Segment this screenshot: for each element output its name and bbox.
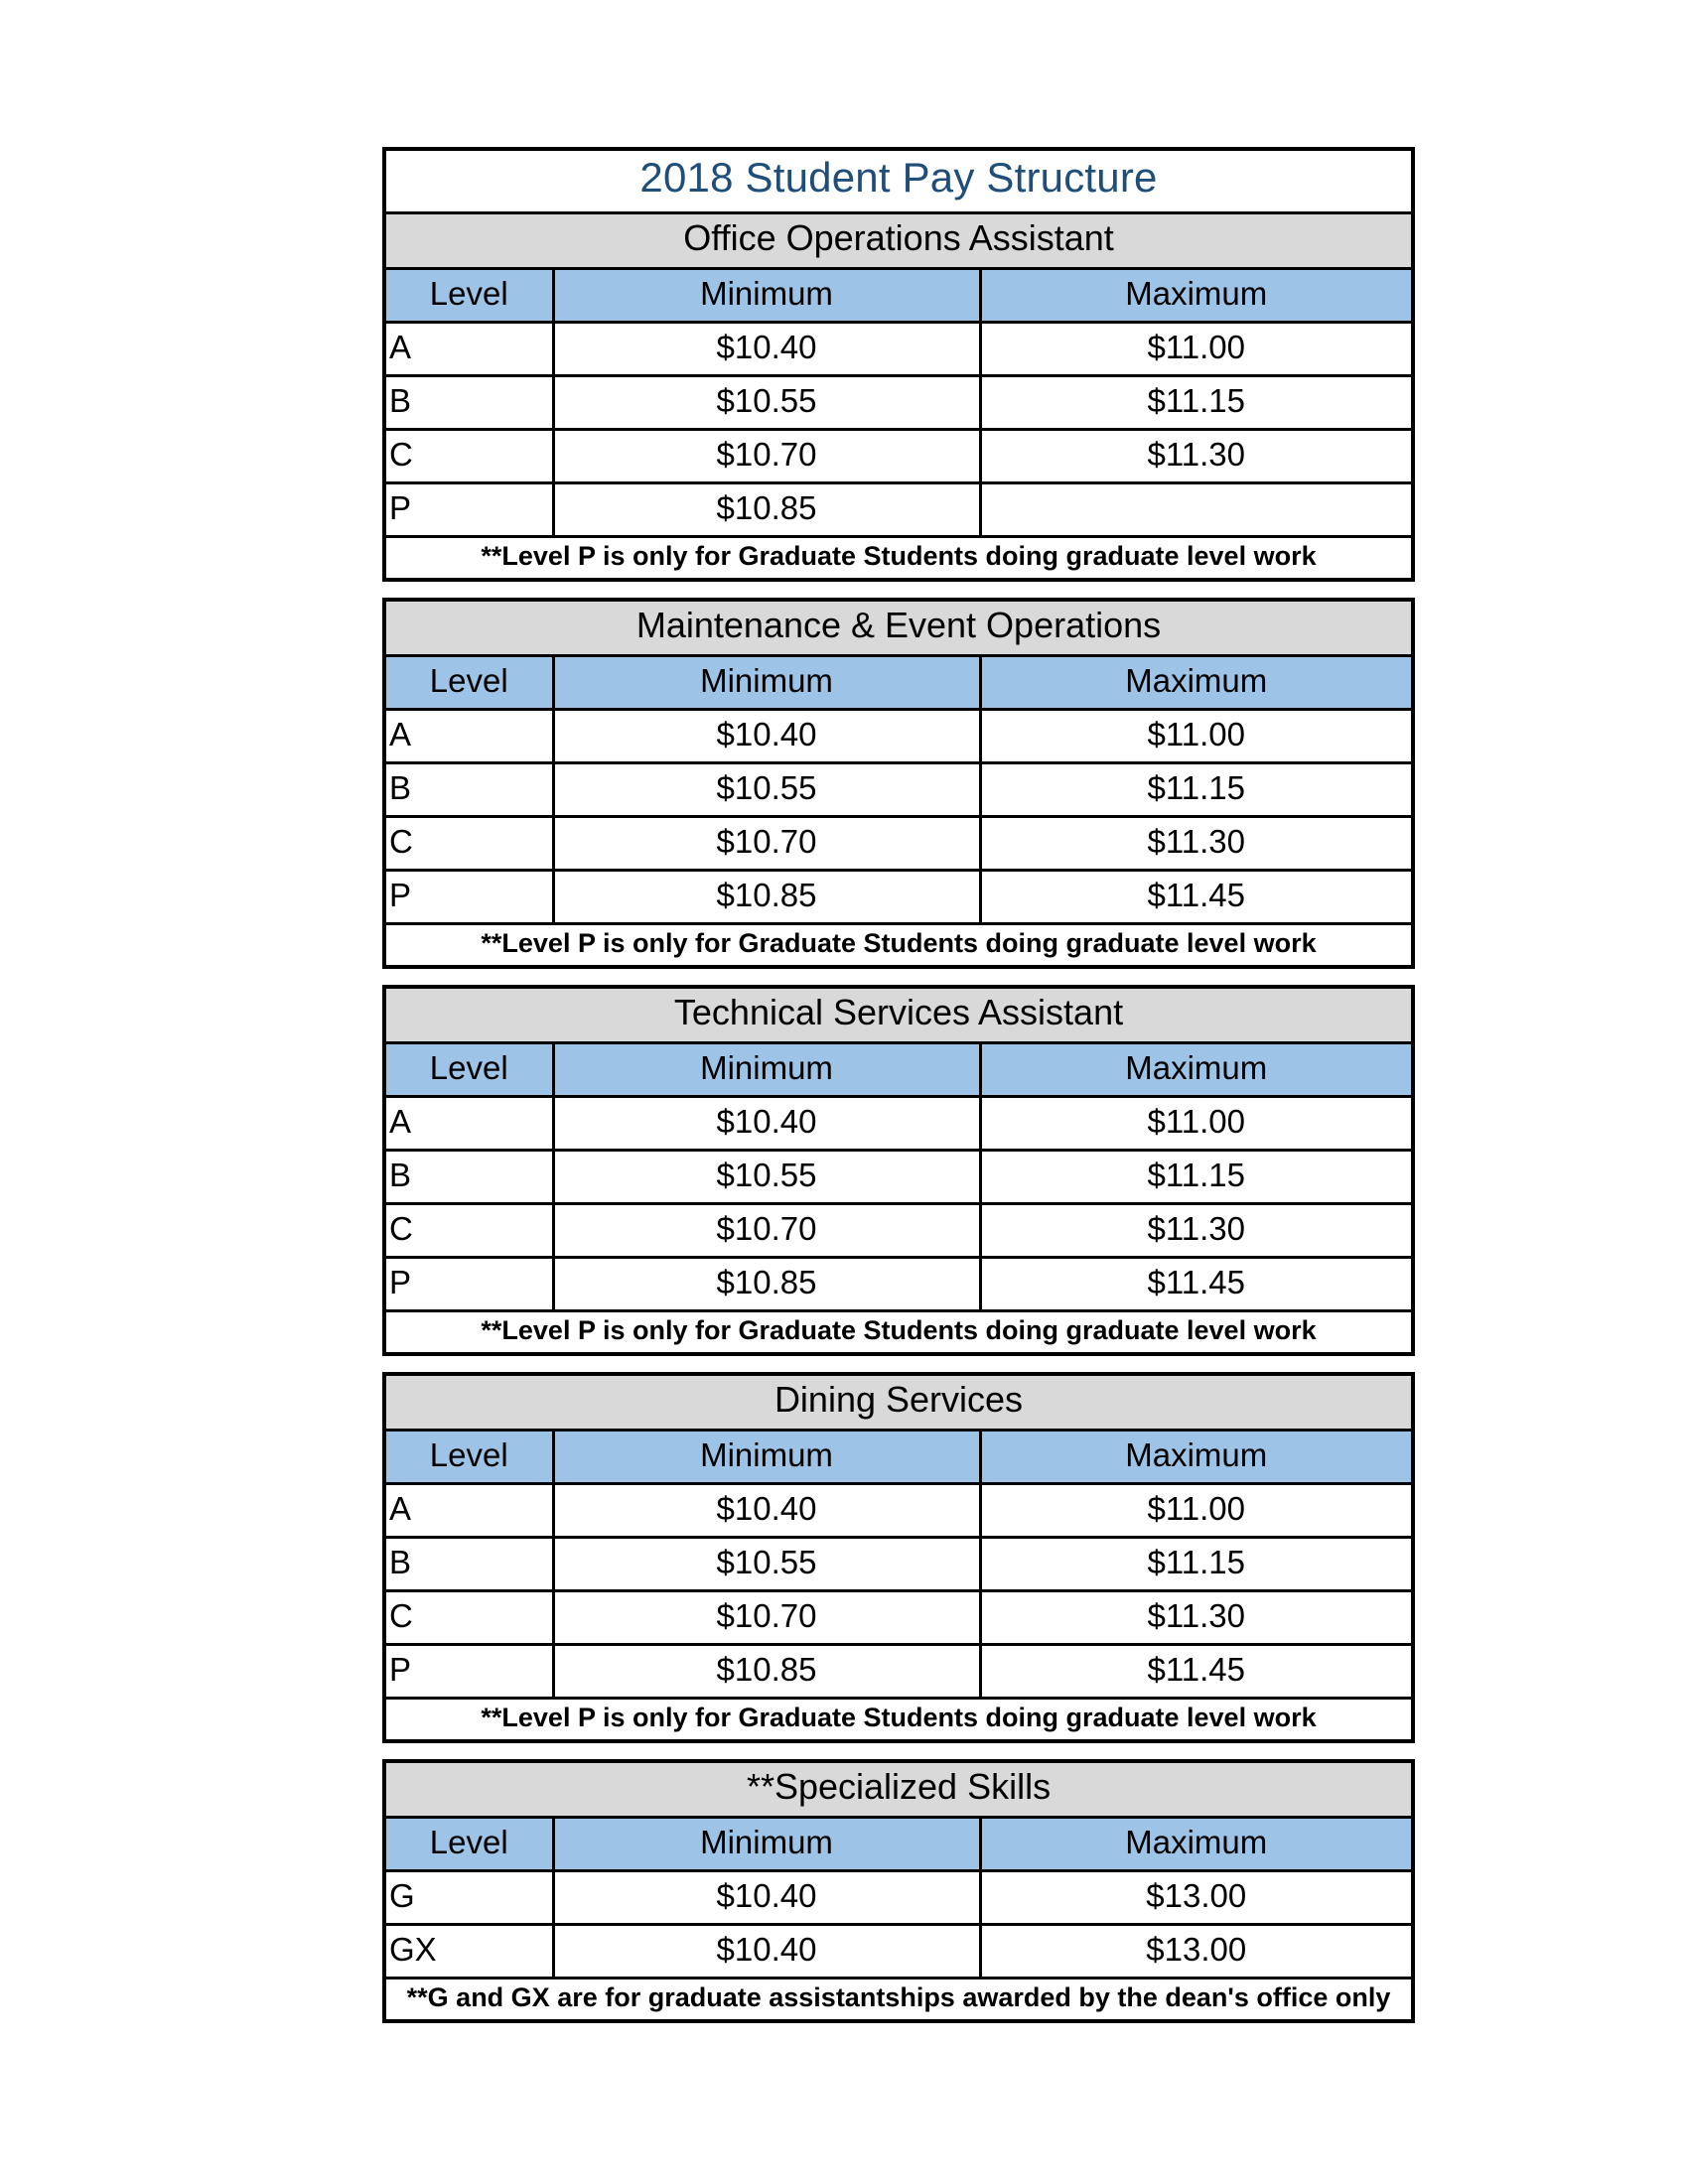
- cell-maximum: $11.15: [980, 1537, 1413, 1590]
- column-header-level: Level: [384, 1817, 553, 1870]
- cell-maximum: $11.15: [980, 762, 1413, 816]
- column-header-minimum: Minimum: [553, 1042, 980, 1096]
- cell-maximum: $11.15: [980, 1150, 1413, 1203]
- cell-minimum: $10.55: [553, 1150, 980, 1203]
- cell-level: A: [384, 1483, 553, 1537]
- section-header-row: [384, 212, 1413, 268]
- column-header-level: Level: [384, 1042, 553, 1096]
- column-header-minimum: Minimum: [553, 1817, 980, 1870]
- cell-level: A: [384, 1096, 553, 1150]
- section-footnote: **Level P is only for Graduate Students doing graduate level work: [384, 1698, 1413, 1741]
- cell-maximum: $11.00: [980, 1483, 1413, 1537]
- pay-table-office-operations-assistant: [382, 147, 1415, 582]
- cell-maximum: $11.30: [980, 1203, 1413, 1257]
- column-header-maximum: Maximum: [980, 268, 1413, 322]
- column-header-level: Level: [384, 1430, 553, 1483]
- cell-minimum: $10.85: [553, 1644, 980, 1698]
- pay-structure-document: [382, 147, 1415, 2023]
- table-row: [384, 1483, 1413, 1537]
- cell-level: B: [384, 762, 553, 816]
- table-row: [384, 375, 1413, 429]
- table-row: [384, 482, 1413, 536]
- column-header-row: [384, 1817, 1413, 1870]
- column-header-minimum: Minimum: [553, 1430, 980, 1483]
- cell-level: B: [384, 1537, 553, 1590]
- cell-level: C: [384, 429, 553, 482]
- table-row: [384, 1924, 1413, 1978]
- cell-maximum: [980, 482, 1413, 536]
- column-header-maximum: Maximum: [980, 1042, 1413, 1096]
- cell-maximum: $13.00: [980, 1870, 1413, 1924]
- table-row: [384, 1096, 1413, 1150]
- table-row: [384, 1537, 1413, 1590]
- cell-minimum: $10.40: [553, 1924, 980, 1978]
- cell-level: C: [384, 1590, 553, 1644]
- cell-level: B: [384, 1150, 553, 1203]
- cell-maximum: $11.00: [980, 709, 1413, 762]
- cell-minimum: $10.40: [553, 322, 980, 375]
- cell-maximum: $11.15: [980, 375, 1413, 429]
- cell-maximum: $11.45: [980, 1257, 1413, 1310]
- footnote-row: [384, 1310, 1413, 1354]
- footnote-row: [384, 923, 1413, 967]
- table-row: [384, 1150, 1413, 1203]
- section-header-row: [384, 987, 1413, 1042]
- column-header-maximum: Maximum: [980, 1430, 1413, 1483]
- table-row: [384, 870, 1413, 923]
- cell-maximum: $11.30: [980, 429, 1413, 482]
- cell-level: G: [384, 1870, 553, 1924]
- table-row: [384, 762, 1413, 816]
- cell-maximum: $13.00: [980, 1924, 1413, 1978]
- section-header-row: [384, 1761, 1413, 1817]
- document-title-row: [384, 149, 1413, 212]
- cell-minimum: $10.85: [553, 482, 980, 536]
- cell-level: A: [384, 322, 553, 375]
- section-title: **Specialized Skills: [384, 1761, 1413, 1817]
- cell-maximum: $11.45: [980, 870, 1413, 923]
- footnote-row: [384, 1978, 1413, 2021]
- cell-maximum: $11.30: [980, 816, 1413, 870]
- section-title: Office Operations Assistant: [384, 212, 1413, 268]
- pay-table-dining-services: [382, 1372, 1415, 1743]
- table-row: [384, 1257, 1413, 1310]
- section-title: Technical Services Assistant: [384, 987, 1413, 1042]
- cell-minimum: $10.70: [553, 1203, 980, 1257]
- cell-minimum: $10.55: [553, 1537, 980, 1590]
- table-row: [384, 1590, 1413, 1644]
- cell-level: C: [384, 816, 553, 870]
- section-footnote: **Level P is only for Graduate Students doing graduate level work: [384, 536, 1413, 580]
- column-header-row: [384, 1430, 1413, 1483]
- cell-level: P: [384, 1644, 553, 1698]
- pay-table-technical-services-assistant: [382, 985, 1415, 1356]
- section-footnote: **Level P is only for Graduate Students doing graduate level work: [384, 923, 1413, 967]
- pay-table-specialized-skills: [382, 1759, 1415, 2023]
- table-row: [384, 816, 1413, 870]
- column-header-minimum: Minimum: [553, 655, 980, 709]
- page-title: 2018 Student Pay Structure: [384, 149, 1413, 212]
- cell-maximum: $11.00: [980, 1096, 1413, 1150]
- cell-minimum: $10.40: [553, 1870, 980, 1924]
- cell-maximum: $11.00: [980, 322, 1413, 375]
- cell-level: GX: [384, 1924, 553, 1978]
- cell-minimum: $10.70: [553, 429, 980, 482]
- cell-minimum: $10.55: [553, 762, 980, 816]
- section-footnote: **Level P is only for Graduate Students doing graduate level work: [384, 1310, 1413, 1354]
- cell-minimum: $10.40: [553, 1096, 980, 1150]
- column-header-row: [384, 655, 1413, 709]
- section-header-row: [384, 600, 1413, 655]
- column-header-maximum: Maximum: [980, 655, 1413, 709]
- footnote-row: [384, 536, 1413, 580]
- pay-table-maintenance-event-operations: [382, 598, 1415, 969]
- table-row: [384, 709, 1413, 762]
- cell-minimum: $10.85: [553, 1257, 980, 1310]
- footnote-row: [384, 1698, 1413, 1741]
- cell-maximum: $11.45: [980, 1644, 1413, 1698]
- column-header-level: Level: [384, 268, 553, 322]
- column-header-maximum: Maximum: [980, 1817, 1413, 1870]
- cell-minimum: $10.85: [553, 870, 980, 923]
- cell-level: P: [384, 482, 553, 536]
- section-title: Maintenance & Event Operations: [384, 600, 1413, 655]
- table-row: [384, 1870, 1413, 1924]
- column-header-level: Level: [384, 655, 553, 709]
- cell-minimum: $10.70: [553, 1590, 980, 1644]
- cell-minimum: $10.55: [553, 375, 980, 429]
- cell-level: A: [384, 709, 553, 762]
- cell-minimum: $10.40: [553, 709, 980, 762]
- table-row: [384, 322, 1413, 375]
- table-row: [384, 1644, 1413, 1698]
- cell-minimum: $10.70: [553, 816, 980, 870]
- cell-level: P: [384, 1257, 553, 1310]
- section-header-row: [384, 1374, 1413, 1430]
- cell-level: C: [384, 1203, 553, 1257]
- table-row: [384, 1203, 1413, 1257]
- cell-level: B: [384, 375, 553, 429]
- cell-maximum: $11.30: [980, 1590, 1413, 1644]
- section-title: Dining Services: [384, 1374, 1413, 1430]
- column-header-row: [384, 268, 1413, 322]
- table-row: [384, 429, 1413, 482]
- column-header-minimum: Minimum: [553, 268, 980, 322]
- column-header-row: [384, 1042, 1413, 1096]
- cell-level: P: [384, 870, 553, 923]
- cell-minimum: $10.40: [553, 1483, 980, 1537]
- section-footnote: **G and GX are for graduate assistantships awarded by the dean's office only: [384, 1978, 1413, 2021]
